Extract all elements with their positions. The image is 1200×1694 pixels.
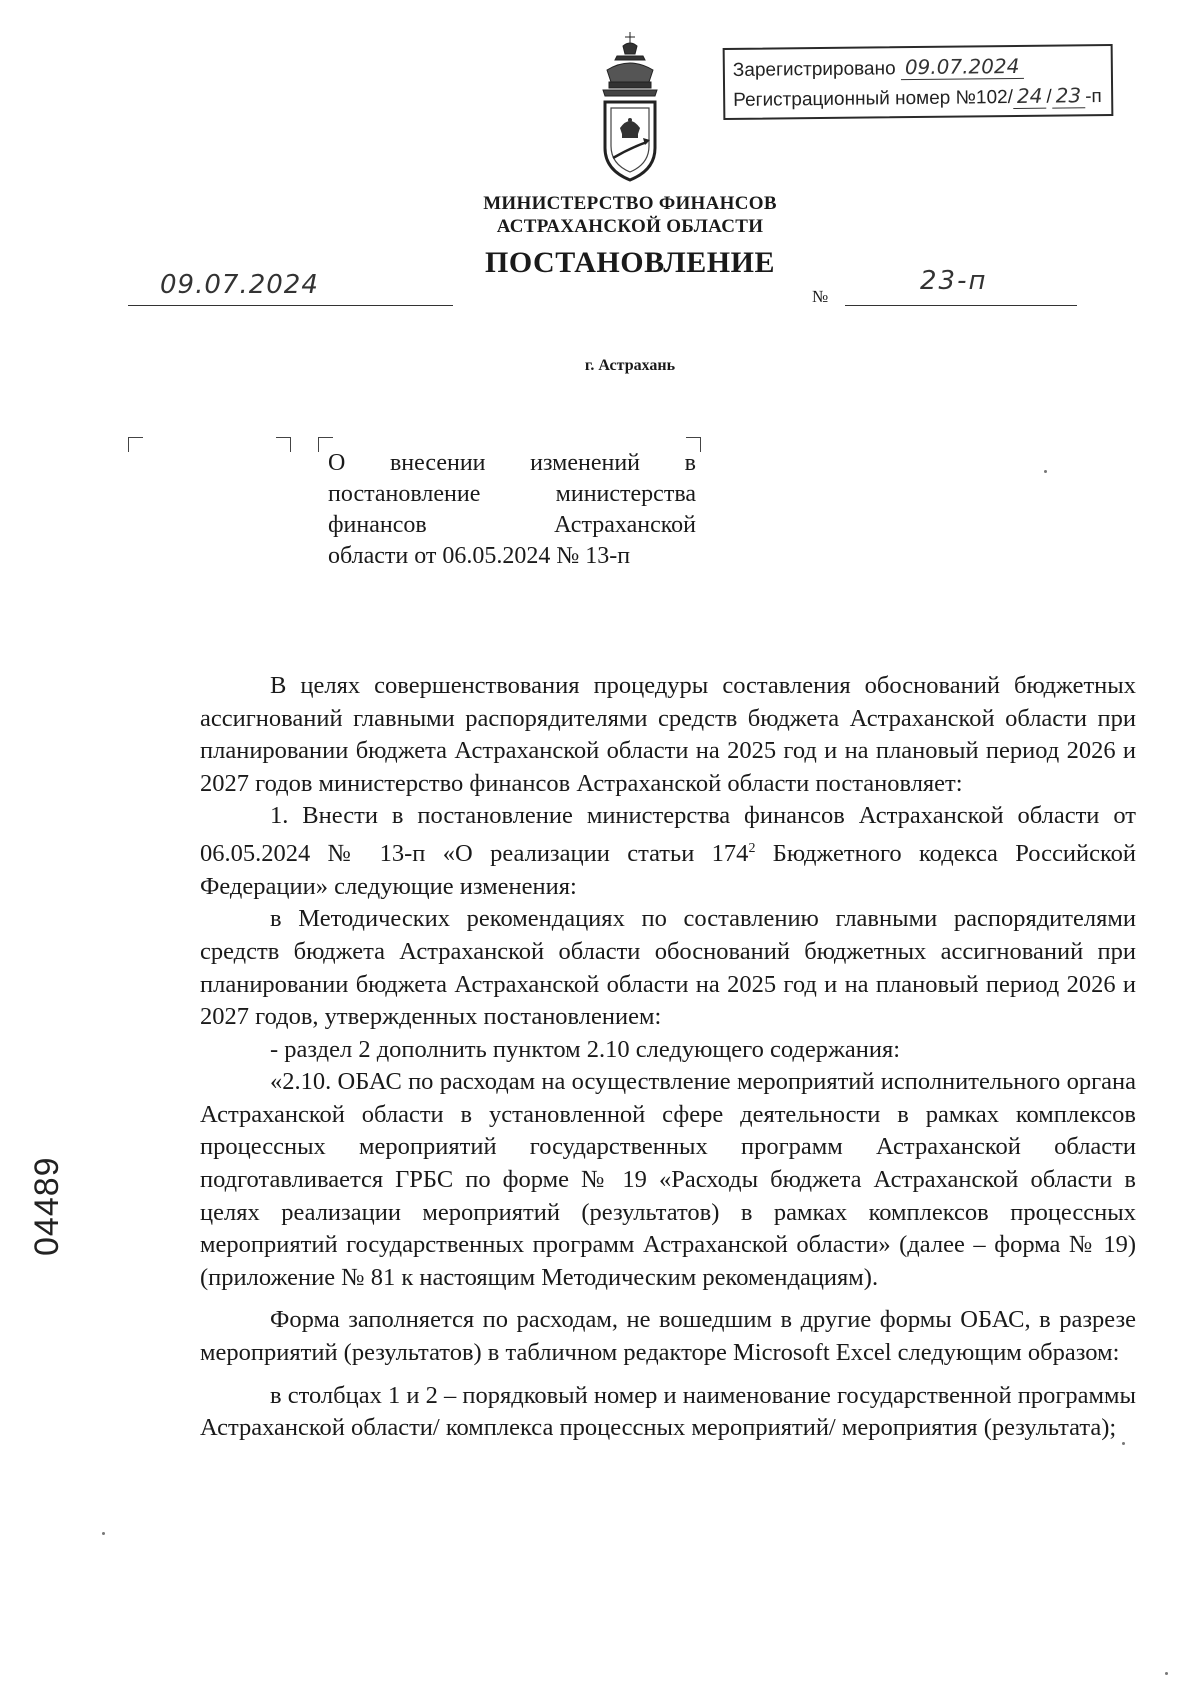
registration-stamp bbox=[723, 44, 1114, 120]
body-paragraph-5: «2.10. ОБАС по расходам на осуществление мероприятий исполнительного органа Астраханской области в установленной сфере деятельности в рамках комплексов процессных мероприятий государственных программ Астраханской области подготавливается ГРБС по форме № 19 «Расходы бюджета Астраханской области в целях реализации мероприятий (результатов) в рамках комплексов процессных мероприятий государственных программ Астраханской области» (далее – форма № 19) (приложение № 81 к настоящим Методическим рекомендациям). bbox=[200, 1068, 1136, 1291]
scan-speck bbox=[102, 1532, 105, 1535]
body-paragraph-3: в Методических рекомендациях по составлению главными распорядителями средств бюджета Астраханской области обоснований бюджетных ассигнований при планировании бюджета Астраханской области на 2025 год и на плановый период 2026 и 2027 годов, утвержденных постановлением: bbox=[200, 905, 1136, 1031]
body-paragraph-6: Форма заполняется по расходам, не вошедшим в другие формы ОБАС, в разрезе мероприятий (результатов) в табличном редакторе Microsoft Excel следующим образом: bbox=[200, 1306, 1136, 1367]
number-underline bbox=[845, 305, 1077, 306]
stamp-number-label: Регистрационный номер №102/ bbox=[733, 87, 1014, 111]
ministry-name bbox=[380, 192, 880, 238]
body-paragraph-2 bbox=[200, 800, 1136, 903]
document-type-title: ПОСТАНОВЛЕНИЕ bbox=[485, 246, 775, 279]
stamp-number-part1: 24 bbox=[1013, 84, 1047, 109]
body-paragraph-2-start: 1. Внести в постановление министерства финансов Астраханской области от 06.05.2024 № 13-п «О реализации статьи 174 bbox=[200, 802, 1136, 868]
subject-line-1: О внесении изменений в bbox=[328, 450, 696, 476]
scan-speck bbox=[1165, 1672, 1168, 1675]
stamp-registered-label: Зарегистрировано bbox=[732, 58, 896, 81]
body-paragraph-2-end: Бюджетного кодекса Российской Федерации» следующие изменения: bbox=[200, 840, 1137, 900]
ministry-line-1: МИНИСТЕРСТВО ФИНАНСОВ bbox=[483, 193, 777, 214]
body-paragraph-1: В целях совершенствования процедуры составления обоснований бюджетных ассигнований главными распорядителями средств бюджета Астраханской области при планировании бюджета Астраханской области на 2025 год и на плановый период 2026 и 2027 годов министерство финансов Астраханской области постановляет: bbox=[200, 672, 1136, 797]
document-number-label: № bbox=[812, 287, 829, 306]
subject-line-2: постановление министерства bbox=[328, 481, 696, 507]
body-paragraph-7: в столбцах 1 и 2 – порядковый номер и наименование государственной программы Астраханской области/ комплекса процессных мероприятий/ мероприятия (результата); bbox=[200, 1381, 1136, 1442]
side-registry-number: 04489 bbox=[28, 1156, 66, 1256]
document-date: 09.07.2024 bbox=[160, 270, 319, 300]
ministry-line-2: АСТРАХАНСКОЙ ОБЛАСТИ bbox=[496, 216, 764, 237]
scan-speck bbox=[1044, 470, 1047, 473]
bracket-corner-mid-right bbox=[276, 437, 291, 452]
stamp-number-part2: 23 bbox=[1052, 83, 1086, 108]
city-label: г. Астрахань bbox=[584, 357, 676, 374]
coat-of-arms-emblem bbox=[595, 30, 665, 185]
stamp-registered-date: 09.07.2024 bbox=[901, 54, 1024, 80]
subject-line-4: области от 06.05.2024 № 13-п bbox=[328, 543, 631, 569]
stamp-number-suffix: -п bbox=[1085, 86, 1102, 108]
document-subject bbox=[328, 448, 696, 572]
subject-line-3: финансов Астраханской bbox=[328, 512, 696, 538]
body-paragraph-4: - раздел 2 дополнить пунктом 2.10 следующего содержания: bbox=[270, 1035, 901, 1063]
document-number: 23-п bbox=[920, 266, 988, 296]
stamp-number-line: Регистрационный номер №102/ 24 / 23 -п bbox=[733, 83, 1102, 111]
bracket-corner-left bbox=[128, 437, 143, 452]
date-underline bbox=[128, 305, 453, 306]
scan-speck bbox=[1122, 1442, 1125, 1445]
stamp-registered-line bbox=[733, 51, 1103, 85]
document-body bbox=[200, 670, 1136, 1445]
body-paragraph-2-superscript: 2 bbox=[748, 840, 756, 856]
